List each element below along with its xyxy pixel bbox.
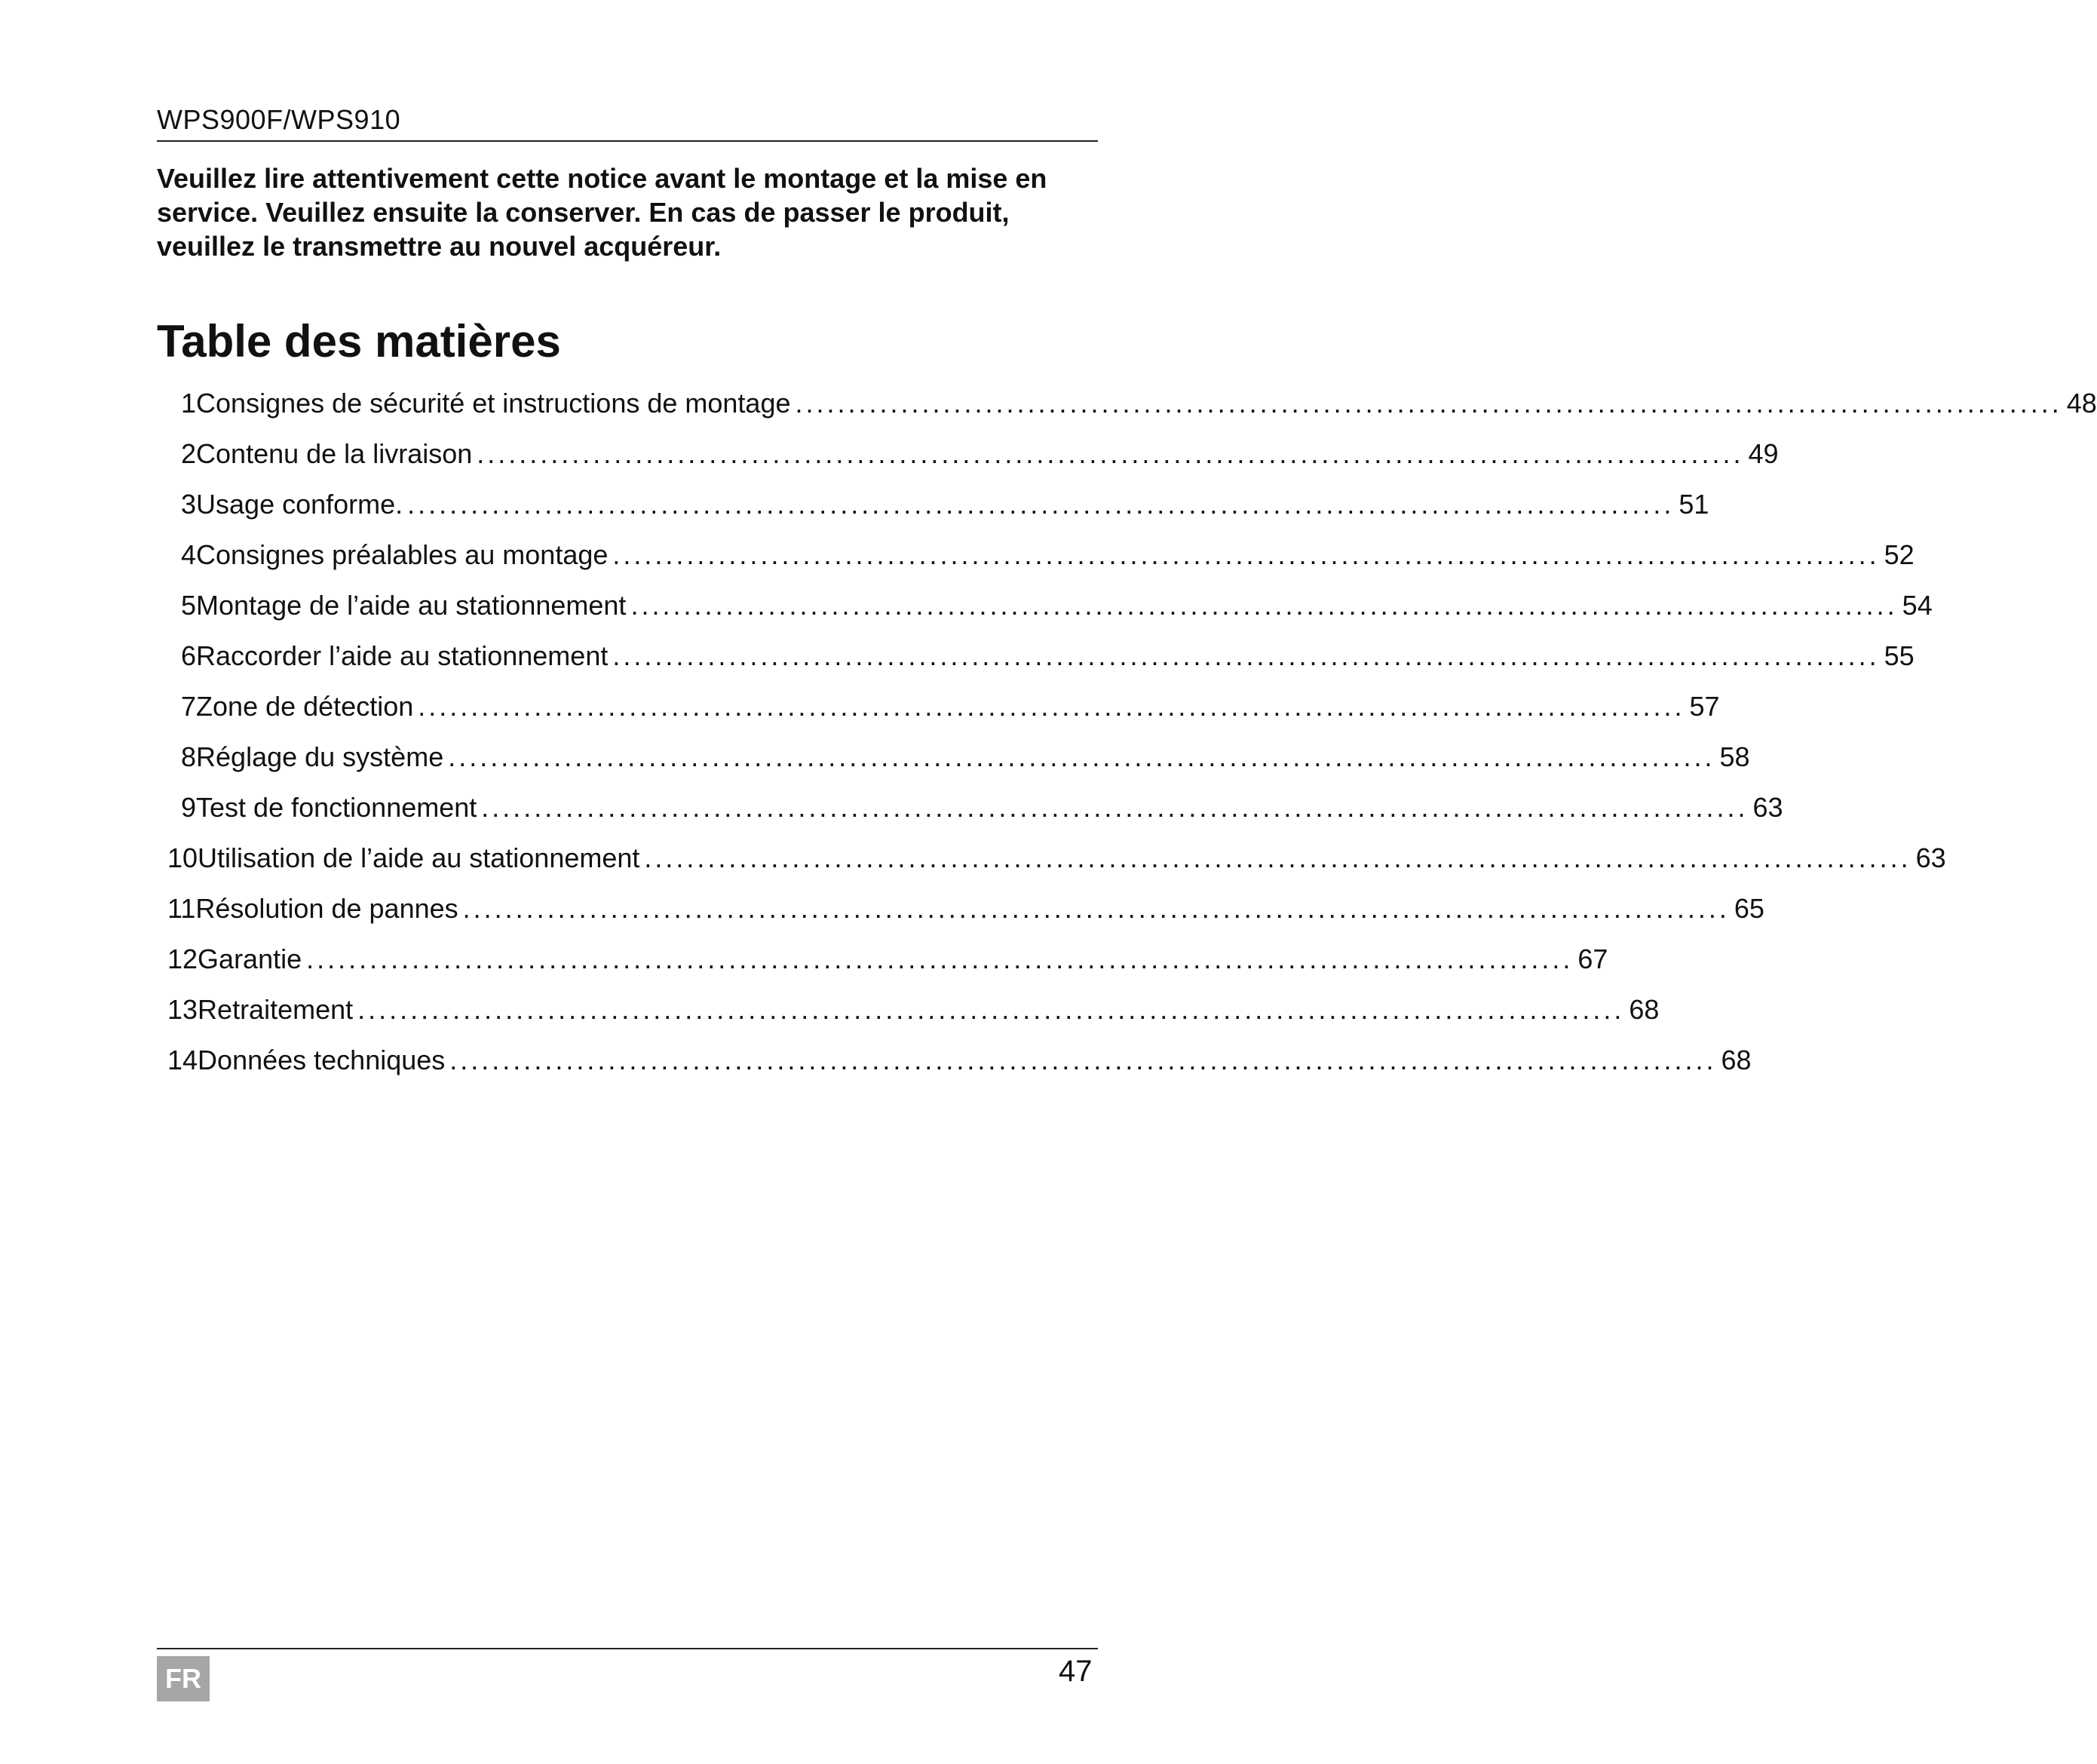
toc-entry-label: Zone de détection [196,691,414,722]
toc-leader-dots: ........................................................................................................................ [795,388,2062,419]
toc-entry-number: 10 [167,842,198,873]
document-header-title: WPS900F/WPS910 [157,104,401,135]
toc-entry-page: 68 [1721,1045,1752,1075]
toc-entry[interactable] [181,438,1779,476]
toc-entry-label: Retraitement [198,994,354,1025]
toc-entry-label: Garantie [198,943,302,974]
toc-entry-page: 54 [1902,590,1933,621]
toc-entry-number: 2 [181,438,197,469]
toc-entry[interactable] [167,842,1946,880]
toc-entry[interactable] [181,489,1709,526]
toc-entry[interactable] [181,792,1783,830]
toc-entry-label: Montage de l’aide au stationnement [196,590,627,621]
footer-divider [157,1648,1098,1649]
toc-entry-page: 68 [1629,994,1660,1025]
toc-entry[interactable] [181,640,1915,678]
toc-leader-dots: ........................................................................................................................ [644,842,1912,873]
language-badge: FR [157,1656,210,1701]
toc-entry[interactable] [167,943,1608,981]
toc-leader-dots: ........................................................................................................................ [306,943,1574,974]
toc-entry-number: 14 [167,1045,198,1075]
page-number: 47 [1059,1655,1093,1688]
toc-entry-label: Raccorder l’aide au stationnement [196,640,609,671]
toc-entry[interactable] [181,388,2097,425]
toc-entry[interactable] [167,893,1764,931]
toc-leader-dots: ........................................................................................................................ [462,893,1730,924]
toc-entry-number: 7 [181,691,197,722]
toc-entry-label: Résolution de pannes [195,893,458,924]
toc-leader-dots: ........................................................................................................................ [612,539,1880,570]
toc-entry-page: 52 [1884,539,1915,570]
toc-leader-dots: ........................................................................................................................ [477,438,1744,469]
toc-entry-number: 13 [167,994,198,1025]
toc-entry-page: 63 [1752,792,1783,823]
toc-entry-page: 58 [1719,741,1750,772]
toc-entry-page: 49 [1748,438,1779,469]
toc-entry-page: 55 [1884,640,1915,671]
toc-entry-number: 4 [181,539,197,570]
toc-entry[interactable] [181,741,1750,779]
toc-entry[interactable] [181,590,1933,627]
toc-entry-page: 65 [1734,893,1764,924]
toc-entry-number: 11 [167,893,196,924]
toc-entry-label: Contenu de la livraison [196,438,473,469]
intro-notice: Veuillez lire attentivement cette notice avant le montage et la mise en service. Veuillez ensuite la conserver. En cas de passer le produit, veuillez le transmettre au nouvel acquéreur. [157,163,1047,262]
toc-entry-number: 5 [181,590,197,621]
toc-entry-number: 8 [181,741,197,772]
toc-leader-dots: ........................................................................................................................ [418,691,1685,722]
toc-entry-number: 12 [167,943,198,974]
toc-entry[interactable] [181,539,1915,577]
toc-leader-dots: ........................................................................................................................ [448,741,1715,772]
toc-entry-page: 67 [1577,943,1608,974]
toc-leader-dots: ........................................................................................................................ [630,590,1898,621]
toc-entry-label: Utilisation de l’aide au stationnement [198,842,640,873]
toc-entry-label: Données techniques [198,1045,446,1075]
toc-entry-number: 6 [181,640,197,671]
toc-entry-number: 9 [181,792,197,823]
toc-leader-dots: ........................................................................................................................ [481,792,1749,823]
toc-entry[interactable] [167,994,1660,1032]
toc-entry-label: Réglage du système [196,741,444,772]
toc-entry-page: 57 [1689,691,1720,722]
toc-entry-label: Consignes de sécurité et instructions de montage [196,388,791,419]
toc-entry-page: 63 [1915,842,1946,873]
toc-leader-dots: ........................................................................................................................ [407,489,1675,520]
toc-leader-dots: ........................................................................................................................ [449,1045,1717,1075]
toc-entry[interactable] [181,691,1720,729]
toc-entry-number: 3 [181,489,197,520]
toc-entry-label: Test de fonctionnement [196,792,477,823]
toc-leader-dots: ........................................................................................................................ [357,994,1625,1025]
toc-entry-number: 1 [181,388,197,419]
toc-entry-label: Usage conforme. [196,489,403,520]
header-divider [157,140,1098,142]
toc-entry-page: 48 [2066,388,2097,419]
toc-entry[interactable] [167,1045,1752,1082]
toc-entry-page: 51 [1679,489,1709,520]
toc-heading: Table des matières [157,316,561,367]
toc-leader-dots: ........................................................................................................................ [612,640,1880,671]
toc-entry-label: Consignes préalables au montage [196,539,609,570]
